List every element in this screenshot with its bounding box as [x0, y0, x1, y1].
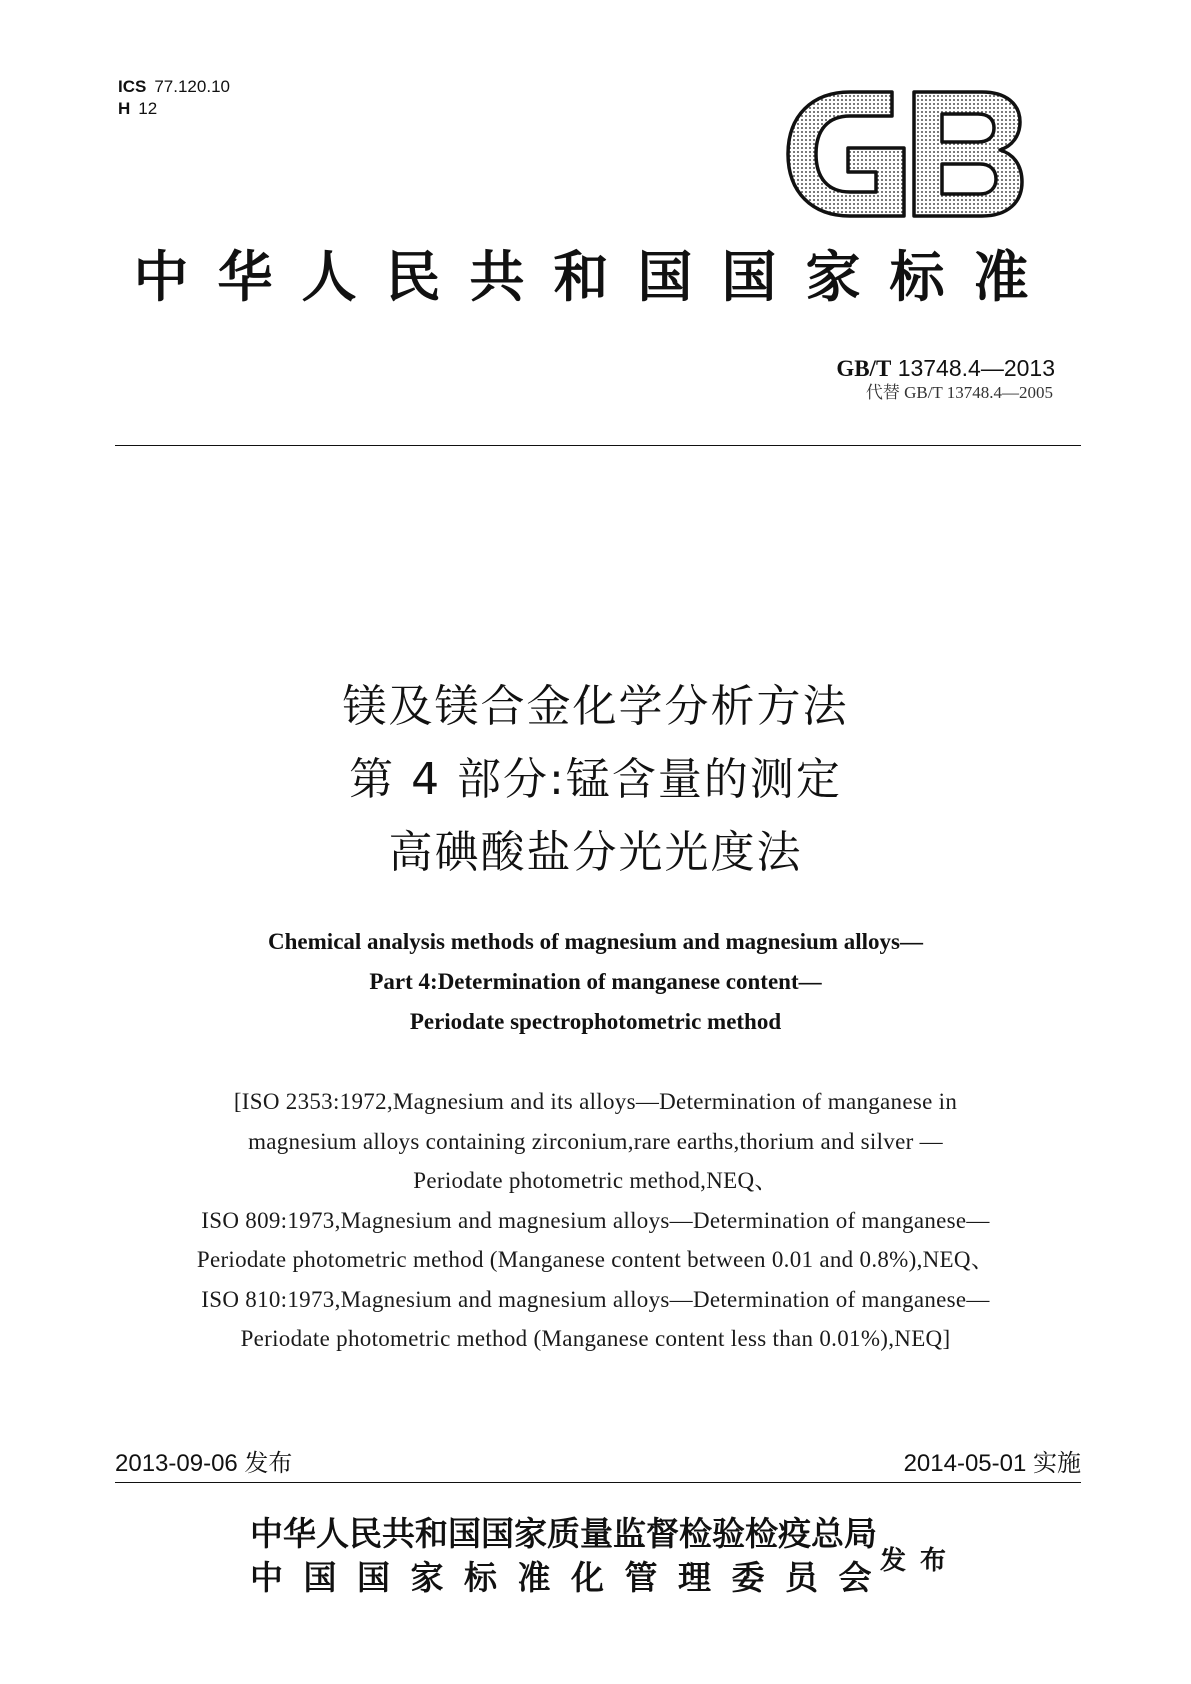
issuer-sac: 中国国家标准化管理委员会	[250, 1558, 892, 1597]
issuing-authorities	[250, 1512, 892, 1600]
chinese-title-line: 高碘酸盐分光光度法	[388, 827, 803, 878]
implementation-date: 2014-05-01 实施	[903, 1450, 1081, 1477]
logo-letter-b	[914, 92, 1022, 216]
iso-reference-line: magnesium alloys containing zirconium,rare earths,thorium and silver —	[248, 1128, 943, 1154]
iso-reference-line: ISO 810:1973,Magnesium and magnesium alloys—Determination of manganese—	[201, 1286, 990, 1312]
standard-prefix: GB/T	[836, 356, 892, 381]
issue-label: 发布	[880, 1546, 961, 1576]
dates-row	[115, 1448, 1081, 1480]
bottom-divider	[115, 1482, 1081, 1483]
chinese-title-line: 第 4 部分:锰含量的测定	[349, 754, 842, 805]
iso-reference-line: Periodate photometric method,NEQ、	[413, 1168, 778, 1193]
iso-references	[95, 1082, 1096, 1359]
issuer-aqsiq: 中华人民共和国国家质量监督检验检疫总局	[250, 1514, 877, 1553]
ics-value: 77.120.10	[154, 77, 230, 96]
chinese-title	[100, 670, 1091, 889]
ics-label: ICS	[118, 77, 147, 96]
iso-reference-line: ISO 809:1973,Magnesium and magnesium alloys—Determination of manganese—	[201, 1207, 990, 1233]
ccs-code-line	[118, 98, 230, 120]
ccs-value: 12	[138, 99, 158, 118]
publish-date: 2013-09-06 发布	[115, 1450, 293, 1477]
standard-number	[836, 354, 1055, 383]
english-title-line: Periodate spectrophotometric method	[409, 1009, 782, 1034]
logo-letter-g	[788, 92, 904, 216]
top-divider	[115, 445, 1081, 446]
ccs-label: H	[118, 99, 131, 118]
national-standard-heading: 中华人民共和国国家标准	[133, 245, 1058, 309]
english-title	[100, 922, 1091, 1042]
chinese-title-line: 镁及镁合金化学分析方法	[342, 681, 849, 732]
replaces-standard: 代替 GB/T 13748.4—2005	[865, 383, 1053, 402]
classification-codes	[118, 76, 230, 120]
english-title-line: Chemical analysis methods of magnesium and magnesium alloys—	[268, 929, 923, 954]
english-title-line: Part 4:Determination of manganese content—	[369, 969, 822, 994]
iso-reference-line: Periodate photometric method (Manganese content between 0.01 and 0.8%),NEQ、	[196, 1247, 995, 1272]
iso-reference-line: [ISO 2353:1972,Magnesium and its alloys—Determination of manganese in	[233, 1089, 958, 1114]
standard-code: 13748.4—2013	[897, 355, 1055, 381]
ics-code-line	[118, 76, 230, 98]
gb-logo	[784, 90, 1024, 218]
iso-reference-line: Periodate photometric method (Manganese content less than 0.01%),NEQ]	[240, 1326, 951, 1351]
